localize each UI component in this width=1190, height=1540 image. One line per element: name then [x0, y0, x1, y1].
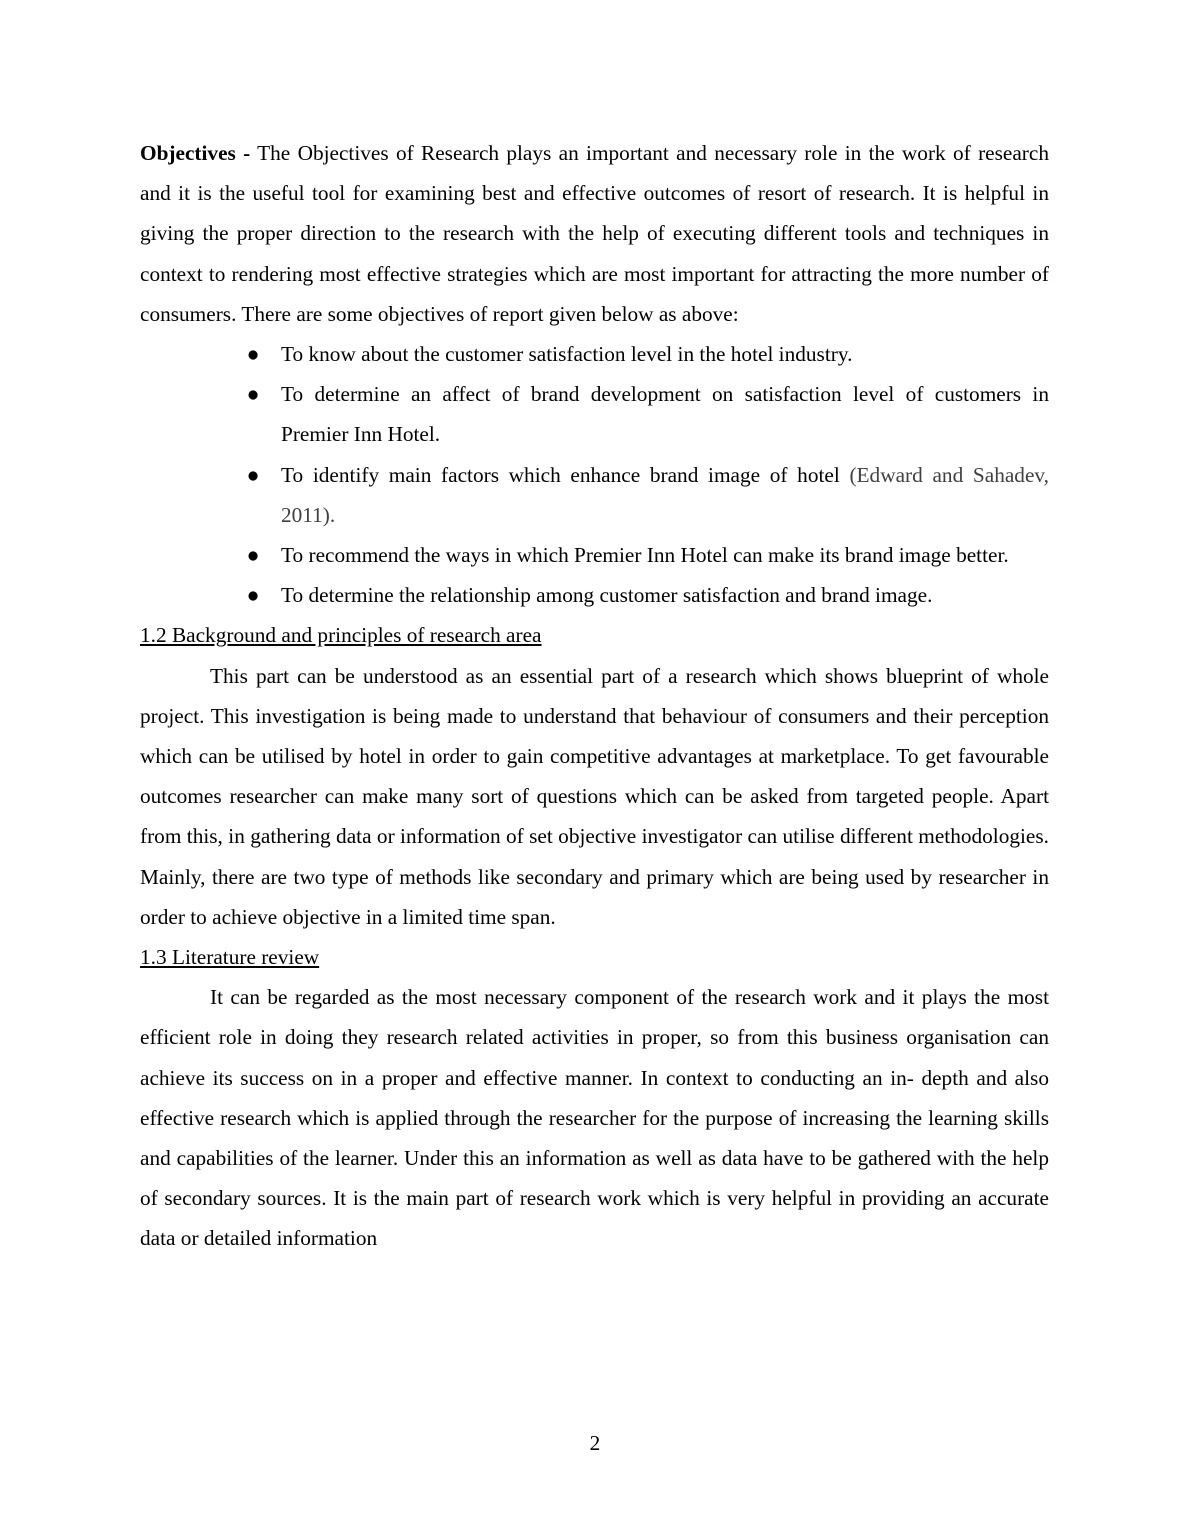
list-item: ● To identify main factors which enhance brand image of hotel (Edward and Sahadev, 2011).	[281, 455, 1049, 535]
section-heading-background: 1.2 Background and principles of research area	[140, 623, 542, 648]
objectives-text: The Objectives of Research plays an important and necessary role in the work of research and it is the useful tool for examining best and effective outcomes of resort of research. It is helpful in giving the proper direction to the research with the help of executing different tools and techniques in context to rendering most effective strategies which are most important for attracting the more number of consumers. There are some objectives of report given below as above:	[140, 141, 1049, 326]
objectives-paragraph	[140, 133, 1049, 334]
background-paragraph: This part can be understood as an essential part of a research which shows blueprint of whole project. This investigation is being made to understand that behaviour of consumers and their perception which can be utilised by hotel in order to gain competitive advantages at marketplace. To get favourable outcomes researcher can make many sort of questions which can be asked from targeted people. Apart from this, in gathering data or information of set objective investigator can utilise different methodologies. Mainly, there are two type of methods like secondary and primary which are being used by researcher in order to achieve objective in a limited time span.	[140, 663, 1049, 929]
objectives-label: Objectives -	[140, 141, 251, 165]
list-item: ● To determine an affect of brand development on satisfaction level of customers in Premier Inn Hotel.	[281, 374, 1049, 454]
bullet-icon: ●	[246, 583, 260, 608]
page-content	[140, 133, 1049, 1259]
citation: (Edward and Sahadev, 2011).	[281, 462, 1049, 527]
list-item: ● To recommend the ways in which Premier Inn Hotel can make its brand image better.	[281, 535, 1049, 575]
literature-review-paragraph: It can be regarded as the most necessary component of the research work and it plays the most efficient role in doing they research related activities in proper, so from this business organisation can achieve its success on in a proper and effective manner. In context to conducting an in- depth and also effective research which is applied through the researcher for the purpose of increasing the learning skills and capabilities of the learner. Under this an information as well as data have to be gathered with the help of secondary sources. It is the main part of research work which is very helpful in providing an accurate data or detailed information	[140, 985, 1049, 1251]
bullet-icon: ●	[246, 382, 260, 407]
list-item: ● To know about the customer satisfaction level in the hotel industry.	[281, 334, 1049, 374]
objectives-list	[140, 334, 1049, 615]
section-heading-literature-review: 1.3 Literature review	[140, 945, 320, 970]
page-number: 2	[589, 1431, 601, 1455]
bullet-icon: ●	[246, 462, 260, 487]
bullet-icon: ●	[246, 543, 260, 568]
bullet-icon: ●	[246, 342, 260, 367]
list-item: ● To determine the relationship among customer satisfaction and brand image.	[281, 575, 1049, 615]
